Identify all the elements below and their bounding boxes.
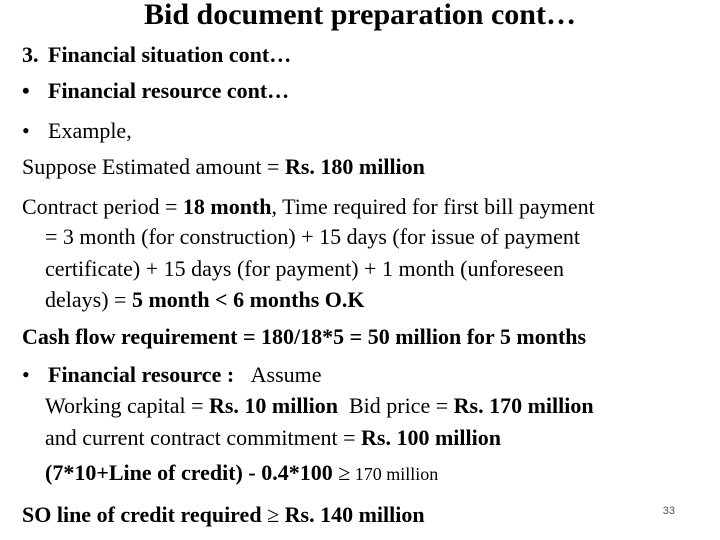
working-capital-line xyxy=(45,391,594,421)
working-capital-value: Rs. 10 million xyxy=(208,393,338,418)
current-commitment-label: and current contract commitment = xyxy=(45,425,362,450)
bullet-icon: • xyxy=(22,118,30,143)
line-of-credit-line xyxy=(22,500,425,530)
current-commitment-line xyxy=(45,423,501,453)
working-capital-label: Working capital = xyxy=(45,393,209,418)
estimated-amount-line xyxy=(22,152,425,182)
contract-period-line-3: certificate) + 15 days (for payment) + 1 month (unforeseen xyxy=(45,256,565,281)
slide-title: Bid document preparation cont… xyxy=(144,0,576,31)
bullet-label: Financial resource : xyxy=(48,362,235,387)
delays-label: delays) = xyxy=(45,287,132,312)
estimated-amount-value: Rs. 180 million xyxy=(284,154,425,179)
bullet-financial-resource-cont xyxy=(22,76,289,106)
line-of-credit-value: Rs. 140 million xyxy=(279,502,425,527)
bid-price-value: Rs. 170 million xyxy=(453,393,594,418)
bullet-example xyxy=(22,116,132,146)
bullet-icon: • xyxy=(22,362,30,387)
greater-equal-symbol: ≥ xyxy=(338,460,351,485)
contract-period-line-2: = 3 month (for construction) + 15 days (for issue of payment xyxy=(45,224,580,249)
section-heading-text: Financial situation cont… xyxy=(48,42,292,67)
contract-period-suffix: , Time required for first bill payment xyxy=(271,194,595,219)
current-commitment-value: Rs. 100 million xyxy=(361,425,501,450)
bullet-financial-resource xyxy=(22,360,322,390)
contract-period-label: Contract period = xyxy=(22,194,183,219)
section-heading xyxy=(22,40,291,70)
delays-value: 5 month < 6 months O.K xyxy=(131,287,365,312)
bid-price-label: Bid price = xyxy=(348,393,454,418)
bullet-text: Financial resource cont… xyxy=(48,78,290,103)
line-of-credit-label: SO line of credit required xyxy=(22,502,268,527)
section-number: 3. xyxy=(22,42,39,67)
formula-line xyxy=(45,458,438,489)
page-number: 33 xyxy=(662,505,675,517)
contract-period-line xyxy=(22,192,595,222)
formula-result: 170 million xyxy=(350,464,439,484)
bullet-text: Assume xyxy=(250,362,322,387)
greater-equal-symbol: ≥ xyxy=(267,502,280,527)
estimated-amount-label: Suppose Estimated amount = xyxy=(22,154,285,179)
bullet-text: Example, xyxy=(48,118,132,143)
formula-expression: (7*10+Line of credit) - 0.4*100 xyxy=(45,460,339,485)
cash-flow-line: Cash flow requirement = 180/18*5 = 50 million for 5 months xyxy=(22,324,587,349)
contract-period-value: 18 month xyxy=(182,194,272,219)
contract-period-line-4 xyxy=(45,285,365,315)
bullet-icon: • xyxy=(22,78,30,103)
